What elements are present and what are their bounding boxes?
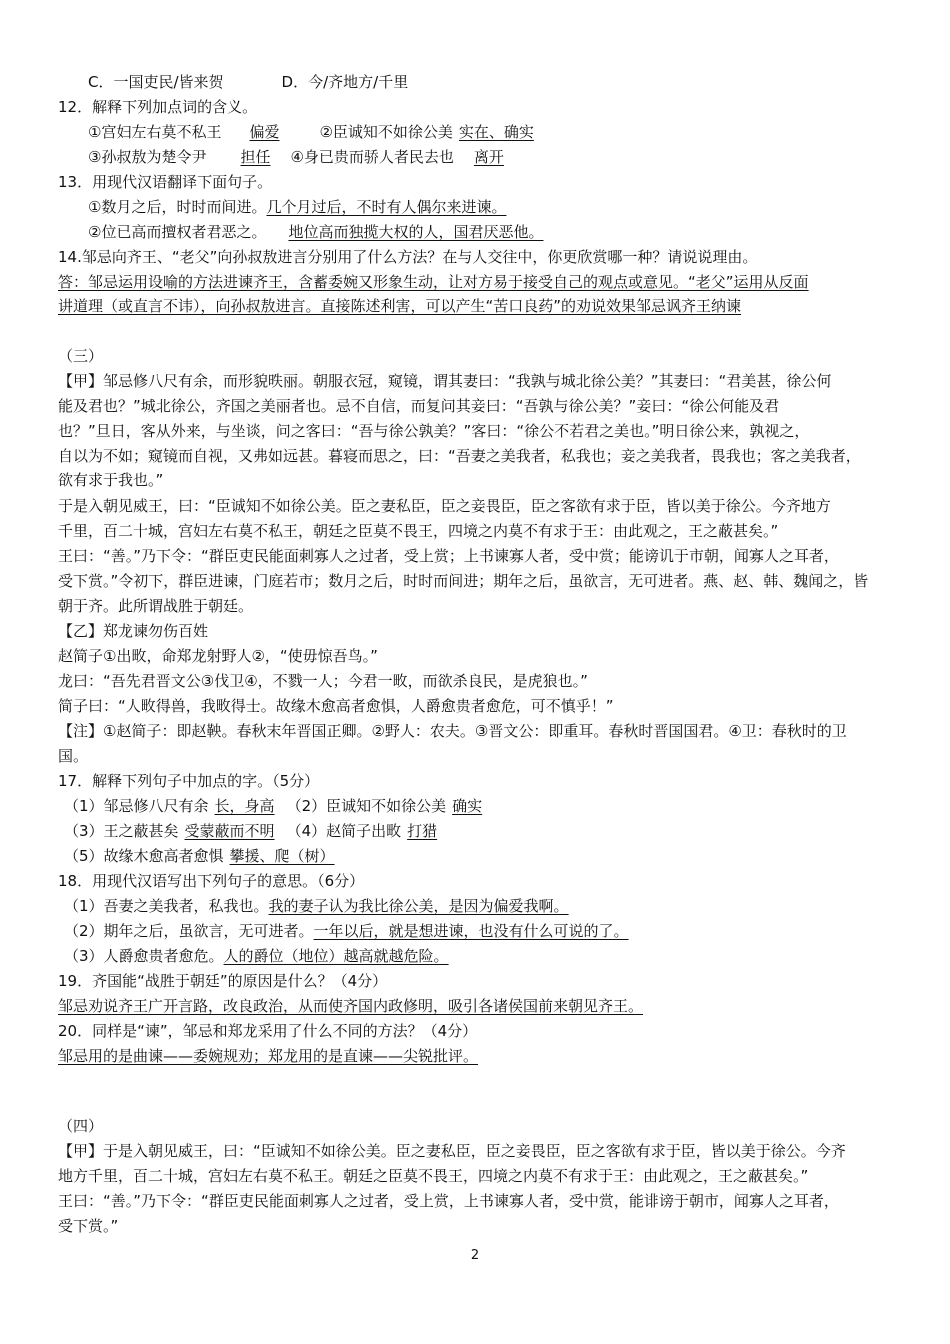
q17-answer-4: 打猎 [407,822,438,840]
q12-row-2 [88,147,504,167]
q18-sentence-2: （2）期年之后，虽欲言，无可进者。 [64,922,314,940]
q18-sentence-1: （1）吾妻之美我者，私我也。 [64,897,269,915]
s3-jia-line: 自以为不如；窥镜而自视，又弗如远甚。暮寝而思之，曰：“吾妻之美我者，私我也；妾之美我者，畏我也；客之美我者， [58,447,861,465]
q18-answer-2: 一年以后，就是想进谏，也没有什么可说的了。 [313,922,629,940]
q13-title: 13．用现代汉语翻译下面句子。 [58,173,273,191]
q12-title: 12．解释下列加点词的含义。 [58,98,258,116]
q11-option-c: C．一国吏民/皆来贺 [88,73,224,91]
s4-jia-line: 王曰：“善。”乃下令：“群臣吏民能面刺寡人之过者，受上赏，上书谏寡人者，受中赏，能诽谤于朝市，闻寡人之耳者， [58,1192,839,1210]
s3-note-line: 国。 [58,747,89,765]
q19-answer: 邹忌劝说齐王广开言路，改良政治，从而使齐国内政修明，吸引各诸侯国前来朝见齐王。 [58,997,644,1015]
q13-sentence-1: ①数月之后，时时而间进。 [88,198,267,216]
s3-note-line: 【注】①赵简子：即赵鞅。春秋末年晋国正卿。②野人：农夫。③晋文公：即重耳。春秋时晋国国君。④卫：春秋时的卫 [58,722,847,740]
q18-sentence-3: （3）人爵愈贵者愈危。 [64,947,224,965]
q14-answer-text-2: 讲道理（或直言不讳），向孙叔敖进言。直接陈述利害，可以产生“苦口良药”的劝说效果邹忌讽齐王纳谏 [58,297,742,315]
s3-yi-line: 龙曰：“吾先君晋文公③伐卫④，不戮一人；今君一畋，而欲杀良民，是虎狼也。” [58,672,588,690]
s3-jia-line: 于是入朝见威王，曰：“臣诚知不如徐公美。臣之妻私臣，臣之妾畏臣，臣之客欲有求于臣，皆以美于徐公。今齐地方 [58,497,831,515]
q14-answer-line-1 [58,272,809,292]
q18-answer-1: 我的妻子认为我比徐公美，是因为偏爱我啊。 [268,897,569,915]
s3-jia-line: 也？”旦日，客从外来，与坐谈，问之客曰：“吾与徐公孰美？”客曰：“徐公不若君之美也。”明日徐公来，孰视之， [58,422,810,440]
q17-answer-1: 长，身高 [214,797,275,815]
q17-item-1: （1）邹忌修八尺有余 [64,797,209,815]
q20-answer-line [58,1046,478,1066]
q12-item-4: ④身已贵而骄人者民去也 [290,148,454,166]
q11-options [88,72,408,92]
q12-row-1 [88,122,534,142]
q17-answer-5: 攀援、爬（树） [229,847,335,865]
q14-answer-text-1: 答：邹忌运用设喻的方法进谏齐王，含蓄委婉又形象生动，让对方易于接受自己的观点或意见。“老父”运用从反面 [58,273,809,291]
q17-answer-3: 受蒙蔽而不明 [184,822,275,840]
q17-title: 17．解释下列句子中加点的字。（5分） [58,772,320,790]
q12-answer-1: 偏爱 [249,123,280,141]
q18-row-1 [64,896,569,916]
s3-jia-line: 能及君也？”城北徐公，齐国之美丽者也。忌不自信，而复问其妾曰：“吾孰与徐公美？”妾曰：“徐公何能及君 [58,397,780,415]
section-3-heading: （三） [58,347,104,365]
s4-jia-line: 地方千里，百二十城，宫妇左右莫不私王。朝廷之臣莫不畏王，四境之内莫不有求于王：由此观之，王之蔽甚矣。” [58,1167,809,1185]
q13-row-2 [88,222,543,242]
q17-row-1 [64,796,482,816]
q20-answer: 邹忌用的是曲谏——委婉规劝；郑龙用的是直谏——尖锐批评。 [58,1047,479,1065]
q12-item-2: ②臣诚知不如徐公美 [319,123,453,141]
q17-item-2: （2）臣诚知不如徐公美 [286,797,447,815]
s3-jia-line: 朝于齐。此所谓战胜于朝廷。 [58,597,254,615]
s4-jia-line: 受下赏。” [58,1217,119,1235]
q12-answer-3: 担任 [240,148,271,166]
page-number: 2 [470,1248,480,1263]
q17-row-3 [64,846,335,866]
q14-answer-line-2 [58,296,741,316]
q12-answer-4: 离开 [473,148,504,166]
q12-item-1: ①宫妇左右莫不私王 [88,123,222,141]
s3-jia-line: 欲有求于我也。” [58,471,164,489]
q18-row-3 [64,946,449,966]
q12-answer-2: 实在、确实 [458,123,534,141]
q17-item-4: （4）赵简子出畋 [286,822,402,840]
s3-jia-line: 千里，百二十城，宫妇左右莫不私王，朝廷之臣莫不畏王，四境之内莫不有求于王：由此观之，王之蔽甚矣。” [58,522,779,540]
q12-item-3: ③孙叔敖为楚令尹 [88,148,207,166]
q13-answer-1: 几个月过后，不时有人偶尔来进谏。 [266,198,507,216]
s3-jia-line: 【甲】邹忌修八尺有余，而形貌昳丽。朝服衣冠，窥镜，谓其妻曰：“我孰与城北徐公美？”其妻曰：“君美甚，徐公何 [58,372,832,390]
q13-row-1 [88,197,506,217]
q13-answer-2: 地位高而独揽大权的人，国君厌恶他。 [288,223,544,241]
q18-title: 18．用现代汉语写出下列句子的意思。（6分） [58,872,365,890]
q19-title: 19．齐国能“战胜于朝廷”的原因是什么？（4分） [58,972,388,990]
q17-item-5: （5）故缘木愈高者愈惧 [64,847,224,865]
q17-answer-2: 确实 [452,797,483,815]
s3-yi-line: 赵简子①出畋，命郑龙射野人②，“使毋惊吾鸟。” [58,647,378,665]
s3-yi-line: 简子曰：“人畋得兽，我畋得士。故缘木愈高者愈惧，人爵愈贵者愈危，可不慎乎！” [58,697,614,715]
s3-jia-line: 受下赏。”令初下，群臣进谏，门庭若市；数月之后，时时而间进；期年之后，虽欲言，无可进者。燕、赵、韩、魏闻之，皆 [58,572,869,590]
section-4-heading: （四） [58,1117,104,1135]
q14-title: 14.邹忌向齐王、“老父”向孙叔敖进言分别用了什么方法？在与人交往中，你更欣赏哪一种？请说说理由。 [58,248,758,266]
q18-row-2 [64,921,629,941]
q19-answer-line [58,996,643,1016]
s3-yi-title: 【乙】郑龙谏勿伤百姓 [58,622,209,640]
q20-title: 20．同样是“谏”，邹忌和郑龙采用了什么不同的方法？（4分） [58,1022,478,1040]
q11-option-d: D．今/齐地方/千里 [281,73,409,91]
s4-jia-line: 【甲】于是入朝见威王，曰：“臣诚知不如徐公美。臣之妻私臣，臣之妾畏臣，臣之客欲有求于臣，皆以美于徐公。今齐 [58,1142,846,1160]
q17-item-3: （3）王之蔽甚矣 [64,822,179,840]
q18-answer-3: 人的爵位（地位）越高就越危险。 [223,947,449,965]
q13-sentence-2: ②位已高而擅权者君恶之。 [88,223,267,241]
s3-jia-line: 王曰：“善。”乃下令：“群臣吏民能面刺寡人之过者，受上赏；上书谏寡人者，受中赏；能谤讥于市朝，闻寡人之耳者， [58,547,839,565]
q17-row-2 [64,821,437,841]
